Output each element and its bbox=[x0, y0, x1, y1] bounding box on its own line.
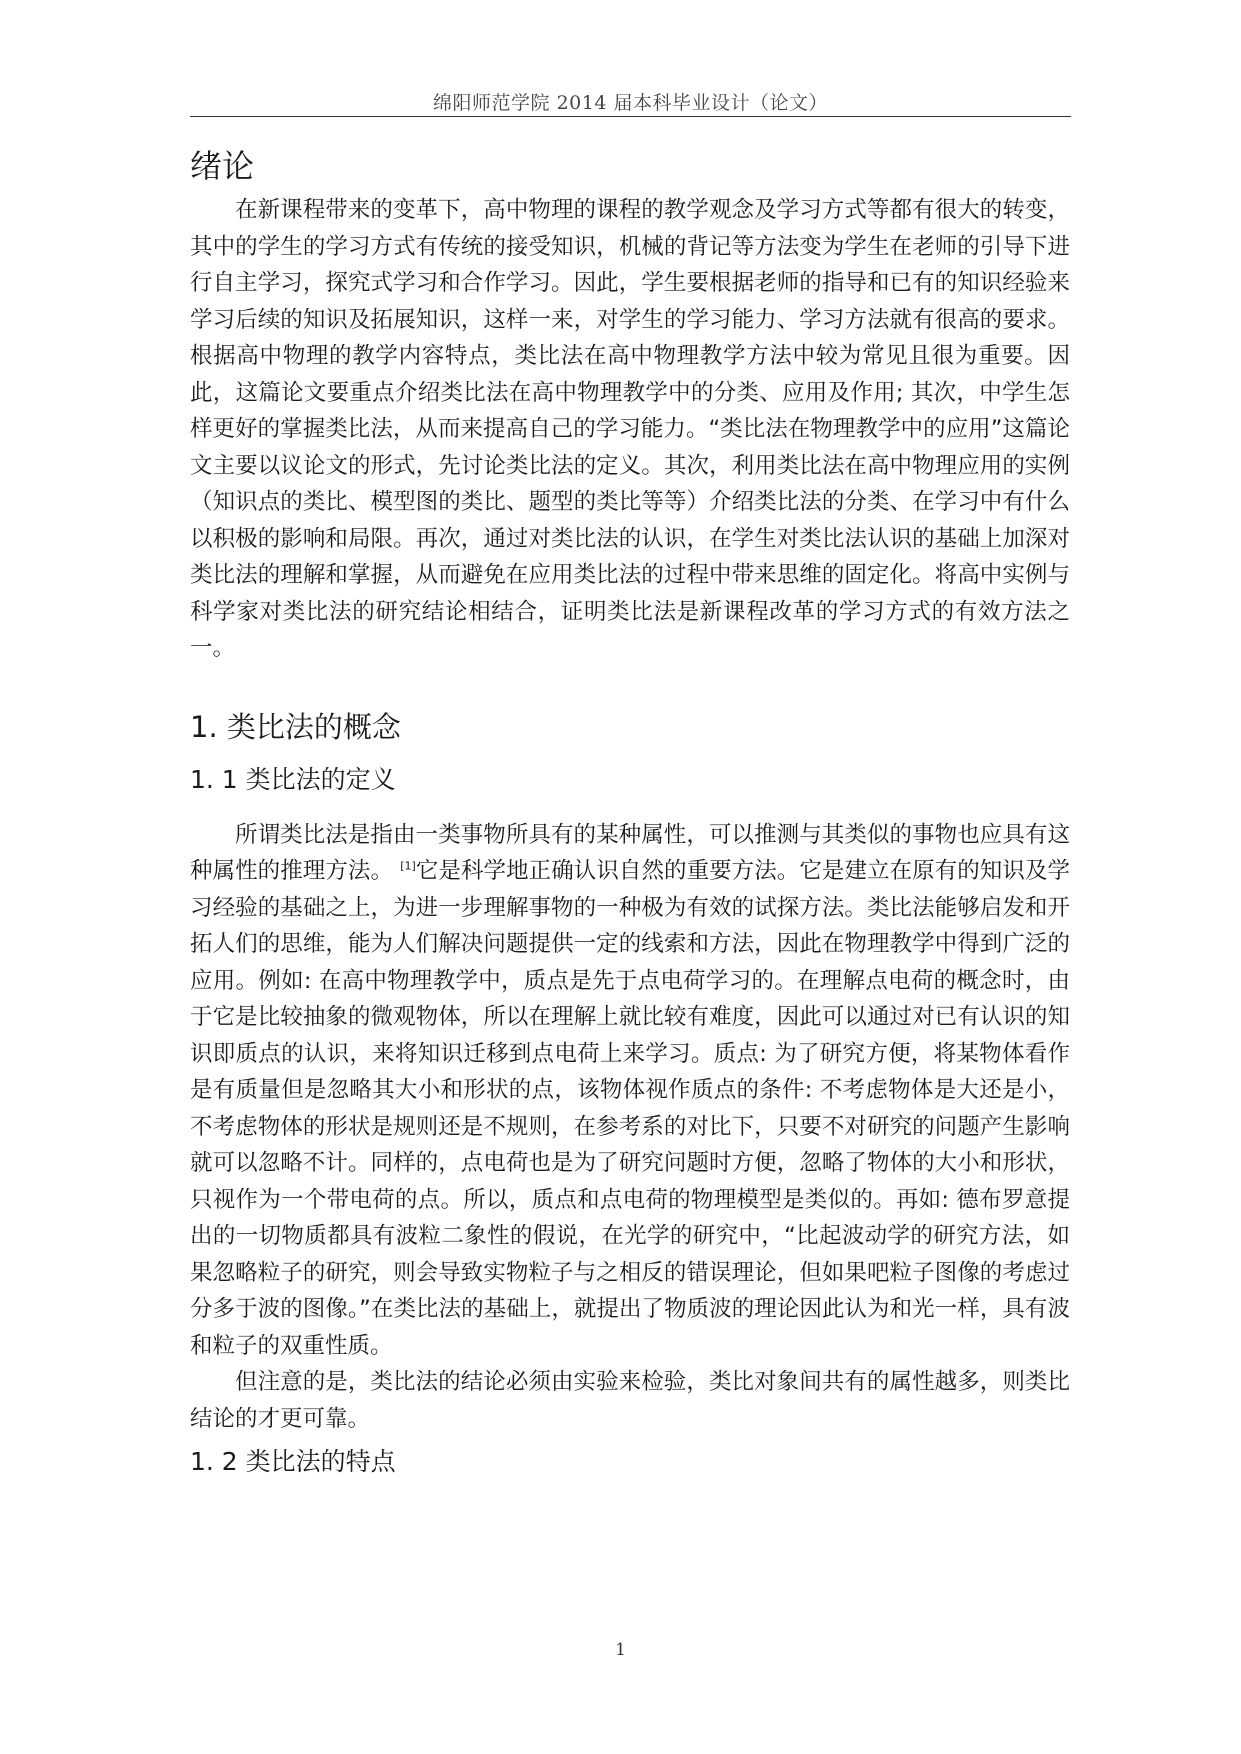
citation-marker[interactable]: [1] bbox=[400, 859, 416, 873]
page-number: 1 bbox=[615, 1640, 626, 1660]
definition-paragraph bbox=[190, 817, 1070, 1365]
intro-heading: 绪论 bbox=[190, 147, 255, 185]
definition-text-part-2: 它是科学地正确认识自然的重要方法。它是建立在原有的知识及学习经验的基础之上，为进一步理解事物的一种极为有效的试探方法。类比法能够启发和开拓人们的思维，能为人们解决问题提供一定的线索和方法，因此在物理教学中得到广泛的应用。例如: 在高中物理教学中，质点是先于点电荷学习的。在理解点电荷的概念时，由于它是比较抽象的微观物体，所以在理解上就比较有难度，因此可以通过对已有认识的知识即质点的认识，来将知识迁移到点电荷上来学习。质点: 为了研究方便，将某物体看作是有质量但是忽略其大小和形状的点，该物体视作质点的条件: 不考虑物体是大还是小，不考虑物体的形状是规则还是不规则，在参考系的对比下，只要不对研究的问题产生影响就可以忽略不计。同样的，点电荷也是为了研究问题时方便，忽略了物体的大小和形状，只视作为一个带电荷的点。所以，质点和点电荷的物理模型是类似的。再如: 德布罗意提出的一切物质都具有波粒二象性的假说，在光学的研究中，“比起波动学的研究方法，如果忽略粒子的研究，则会导致实物粒子与之相反的错误理论，但如果吧粒子图像的考虑过分多于波的图像。”在类比法的基础上，就提出了物质波的理论因此认为和光一样，具有波和粒子的双重性质。 bbox=[190, 858, 1070, 1359]
intro-paragraph: 在新课程带来的变革下，高中物理的课程的教学观念及学习方式等都有很大的转变，其中的学生的学习方式有传统的接受知识，机械的背记等方法变为学生在老师的引导下进行自主学习，探究式学习和合作学习。因此，学生要根据老师的指导和已有的知识经验来学习后续的知识及拓展知识，这样一来，对学生的学习能力、学习方法就有很高的要求。根据高中物理的教学内容特点，类比法在高中物理教学方法中较为常见且很为重要。因此，这篇论文要重点介绍类比法在高中物理教学中的分类、应用及作用; 其次，中学生怎样更好的掌握类比法，从而来提高自己的学习能力。“类比法在物理教学中的应用”这篇论文主要以议论文的形式，先讨论类比法的定义。其次，利用类比法在高中物理应用的实例（知识点的类比、模型图的类比、题型的类比等等）介绍类比法的分类、在学习中有什么以积极的影响和局限。再次，通过对类比法的认识，在学生对类比法认识的基础上加深对类比法的理解和掌握，从而避免在应用类比法的过程中带来思维的固定化。将高中实例与科学家对类比法的研究结论相结合，证明类比法是新课程改革的学习方式的有效方法之一。 bbox=[190, 197, 1070, 661]
header-rule bbox=[190, 116, 1071, 117]
section-1-2-heading: 1. 2 类比法的特点 bbox=[190, 1447, 396, 1476]
running-header: 绵阳师范学院 2014 届本科毕业设计（论文） bbox=[433, 92, 828, 114]
page-content bbox=[190, 140, 1070, 1485]
definition-text-part-1: 所谓类比法是指由一类事物所具有的某种属性，可以推测与其类似的事物也应具有这种属性的推理方法。 bbox=[190, 821, 1070, 884]
caveat-paragraph: 但注意的是，类比法的结论必须由实验来检验，类比对象间共有的属性越多，则类比结论的才更可靠。 bbox=[190, 1369, 1070, 1432]
section-1-1-heading: 1. 1 类比法的定义 bbox=[190, 764, 396, 794]
chapter-1-heading: 1. 类比法的概念 bbox=[190, 709, 401, 744]
